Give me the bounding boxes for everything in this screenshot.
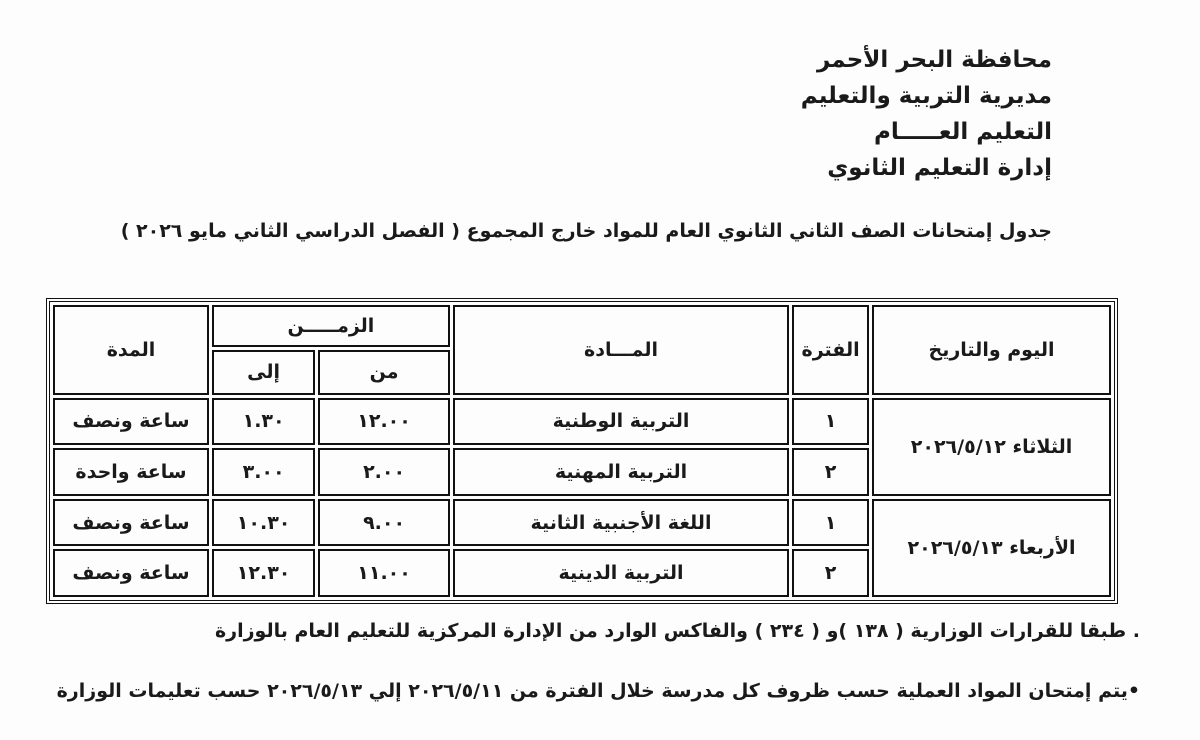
time-from-cell: ٩.٠٠ xyxy=(318,499,450,547)
day-date-cell: الأربعاء ٢٠٢٦/٥/١٣ xyxy=(872,499,1111,597)
duration-cell: ساعة ونصف xyxy=(53,549,209,597)
directorate-line: مديرية التربية والتعليم xyxy=(800,83,1052,109)
duration-cell: ساعة ونصف xyxy=(53,499,209,547)
period-cell: ١ xyxy=(792,398,869,446)
schedule-title: جدول إمتحانات الصف الثاني الثانوي العام للمواد خارج المجموع ( الفصل الدراسي الثاني مايو ٢٠٢٦ ) xyxy=(120,220,1052,242)
note-ministerial-decisions: . طبقا للقرارات الوزارية ( ١٣٨ )و ( ٢٣٤ ) والفاكس الوارد من الإدارة المركزية للتعليم العام بالوزارة xyxy=(214,620,1140,642)
duration-cell: ساعة واحدة xyxy=(53,448,209,496)
subject-cell: التربية الوطنية xyxy=(453,398,789,446)
general-education-line: التعليم العـــــام xyxy=(873,119,1052,145)
time-from-cell: ١٢.٠٠ xyxy=(318,398,450,446)
table-row xyxy=(53,499,1111,547)
duration-cell: ساعة ونصف xyxy=(53,398,209,446)
header-period: الفترة xyxy=(792,305,869,395)
header-duration: المدة xyxy=(53,305,209,395)
header-time: الزمـــــن xyxy=(212,305,450,347)
table-row xyxy=(53,398,1111,446)
period-cell: ٢ xyxy=(792,549,869,597)
governorate-line: محافظة البحر الأحمر xyxy=(817,47,1052,73)
time-to-cell: ١.٣٠ xyxy=(212,398,315,446)
table-header-row xyxy=(53,305,1111,347)
time-to-cell: ١٢.٣٠ xyxy=(212,549,315,597)
time-to-cell: ١٠.٣٠ xyxy=(212,499,315,547)
time-from-cell: ١١.٠٠ xyxy=(318,549,450,597)
header-to: إلى xyxy=(212,350,315,394)
period-cell: ٢ xyxy=(792,448,869,496)
exam-schedule-table-frame xyxy=(46,298,1118,604)
subject-cell: اللغة الأجنبية الثانية xyxy=(453,499,789,547)
letterhead xyxy=(652,42,1052,186)
exam-schedule-table xyxy=(50,302,1114,600)
subject-cell: التربية المهنية xyxy=(453,448,789,496)
period-cell: ١ xyxy=(792,499,869,547)
time-to-cell: ٣.٠٠ xyxy=(212,448,315,496)
header-from: من xyxy=(318,350,450,394)
note-practical-exams: •يتم إمتحان المواد العملية حسب ظروف كل مدرسة خلال الفترة من ٢٠٢٦/٥/١١ إلي ٢٠٢٦/٥/١٣ حسب تعليمات الوزارة xyxy=(56,680,1140,702)
header-subject: المـــادة xyxy=(453,305,789,395)
day-date-cell: الثلاثاء ٢٠٢٦/٥/١٢ xyxy=(872,398,1111,496)
header-day-date: اليوم والتاريخ xyxy=(872,305,1111,395)
time-from-cell: ٢.٠٠ xyxy=(318,448,450,496)
subject-cell: التربية الدينية xyxy=(453,549,789,597)
secondary-admin-line: إدارة التعليم الثانوي xyxy=(827,155,1052,181)
